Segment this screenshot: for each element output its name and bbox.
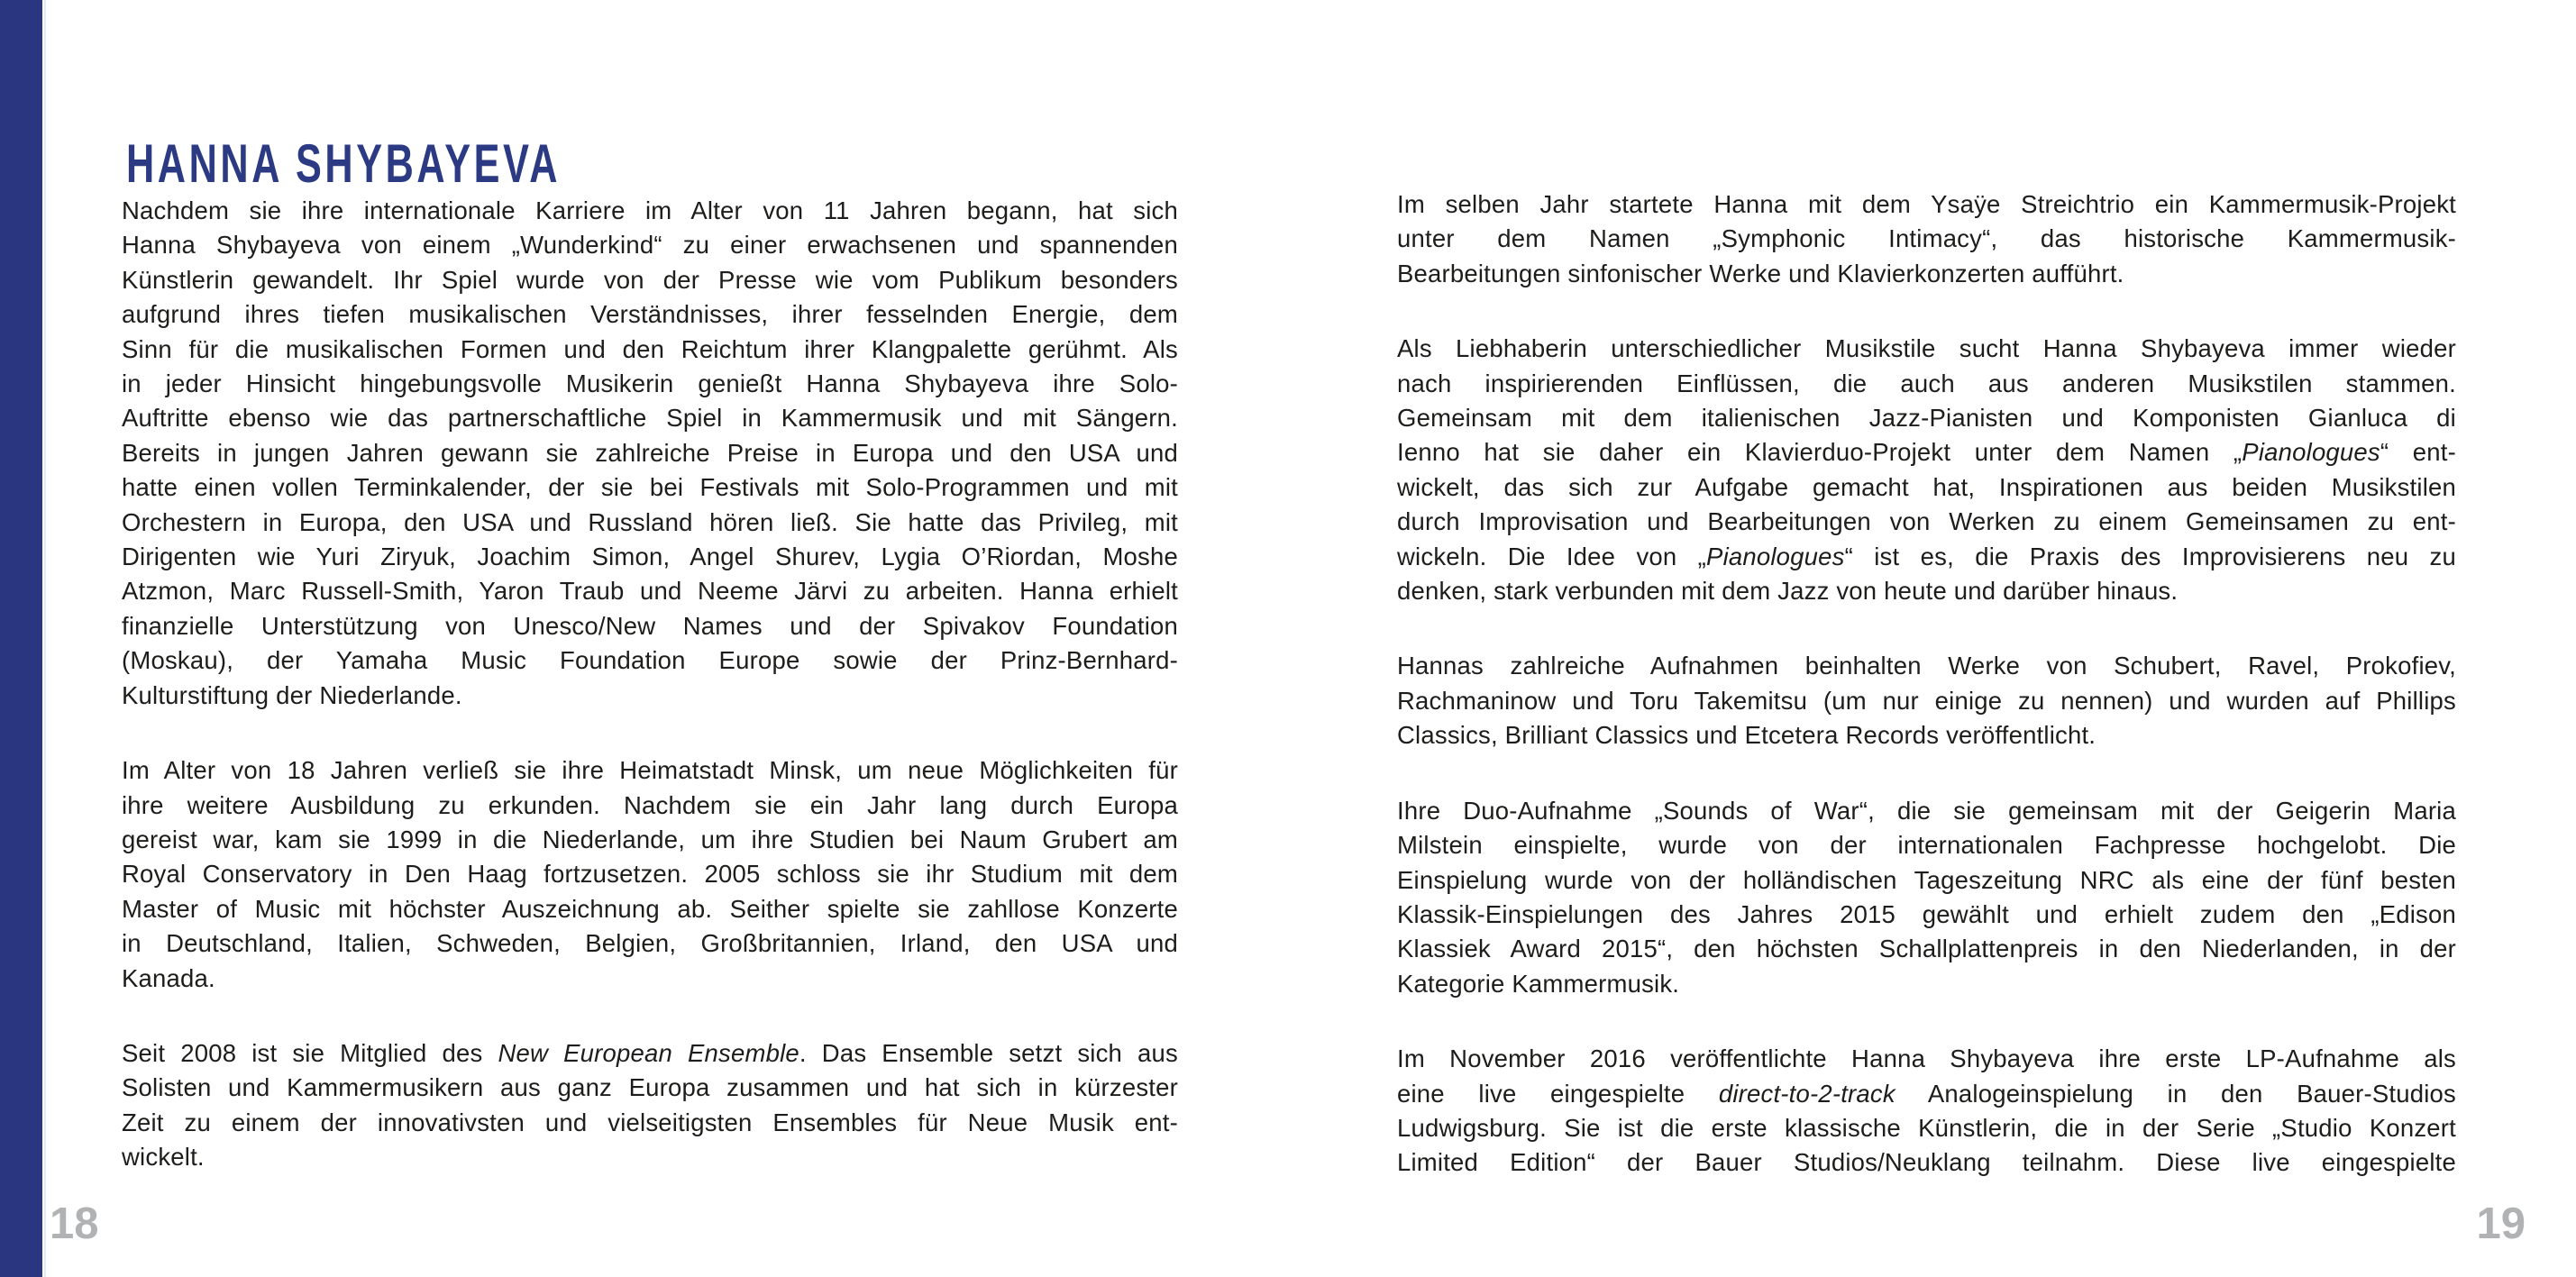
text-run: Kategorie Kammermusik. <box>1397 969 1680 998</box>
text-run: Orchestern in Europa, den USA und Russland hören ließ. Sie hatte das Privileg, mit <box>122 507 1178 536</box>
text-line <box>122 436 1178 470</box>
paragraph <box>122 1036 1178 1175</box>
paragraph <box>1397 649 2456 753</box>
text-line <box>122 297 1178 332</box>
text-line <box>1397 574 2456 608</box>
text-line <box>122 962 1178 996</box>
text-line <box>1397 1077 2456 1111</box>
text-run: Milstein einspielte, wurde von der internationalen Fachpresse hochgelobt. Die <box>1397 831 2456 860</box>
text-line <box>1397 222 2456 256</box>
paragraph <box>1397 187 2456 291</box>
text-run: ihre weitere Ausbildung zu erkunden. Nachdem sie ein Jahr lang durch Europa <box>122 790 1178 819</box>
text-line <box>1397 1111 2456 1145</box>
text-run: Künstlerin gewandelt. Ihr Spiel wurde von der Presse wie vom Publikum besonders <box>122 265 1178 294</box>
text-line <box>122 367 1178 401</box>
text-line <box>122 643 1178 678</box>
text-line <box>122 679 1178 713</box>
text-run: Kulturstiftung der Niederlande. <box>122 680 462 709</box>
left-accent-bar <box>0 0 42 1277</box>
text-run: Als Liebhaberin unterschiedlicher Musikstile sucht Hanna Shybayeva immer wieder <box>1397 334 2456 363</box>
text-run: “ ent- <box>2380 438 2456 467</box>
text-run: Rachmaninow und Toru Takemitsu (um nur einige zu nennen) und wurden auf Phillips <box>1397 686 2456 715</box>
text-run: Im November 2016 veröffentlichte Hanna Shybayeva ihre erste LP-Aufnahme als <box>1397 1044 2456 1073</box>
text-run: Seit 2008 ist sie Mitglied des <box>122 1038 498 1067</box>
text-line <box>122 892 1178 926</box>
text-run: wickelt, das sich zur Aufgabe gemacht hat, Inspirationen aus beiden Musikstilen <box>1397 472 2456 501</box>
text-run: Nachdem sie ihre internationale Karriere im Alter von 11 Jahren begann, hat sich <box>122 196 1178 224</box>
text-run: Analogeinspielung in den Bauer-Studios <box>1895 1079 2456 1108</box>
text-run: durch Improvisation und Bearbeitungen von Werken zu einem Gemeinsamen zu ent- <box>1397 507 2456 536</box>
paragraph <box>1397 332 2456 608</box>
text-line <box>1397 367 2456 401</box>
text-run: Ienno hat sie daher ein Klavierduo-Projekt unter dem Namen „ <box>1397 438 2243 467</box>
text-run: Classics, Brilliant Classics und Etcetera Records veröffentlicht. <box>1397 721 2096 750</box>
text-run: Pianologues <box>2242 438 2380 467</box>
text-run: wickelt. <box>122 1143 205 1172</box>
text-run: Klassiek Award 2015“, den höchsten Schallplattenpreis in den Niederlanden, in der <box>1397 935 2456 963</box>
text-line <box>122 228 1178 262</box>
text-run: unter dem Namen „Symphonic Intimacy“, das historische Kammermusik- <box>1397 224 2456 253</box>
text-run: Hanna Shybayeva von einem „Wunderkind“ zu einer erwachsenen und spannenden <box>122 231 1178 260</box>
text-line <box>122 401 1178 435</box>
text-line <box>122 574 1178 608</box>
text-run: in jeder Hinsicht hingebungsvolle Musikerin genießt Hanna Shybayeva ihre Solo- <box>122 369 1178 398</box>
text-run: Zeit zu einem der innovativsten und vielseitigsten Ensembles für Neue Musik ent- <box>122 1108 1178 1136</box>
text-line <box>122 609 1178 643</box>
text-run: in Deutschland, Italien, Schweden, Belgien, Großbritannien, Irland, den USA und <box>122 929 1178 958</box>
left-accent-bar-edge <box>44 0 46 1277</box>
text-run: Auftritte ebenso wie das partnerschaftliche Spiel in Kammermusik und mit Sängern. <box>122 404 1178 433</box>
text-line <box>122 470 1178 505</box>
text-line <box>1397 505 2456 539</box>
text-run: Kanada. <box>122 963 215 992</box>
text-run: . Das Ensemble setzt sich aus <box>799 1038 1178 1067</box>
text-line <box>122 753 1178 788</box>
text-line <box>1397 684 2456 718</box>
text-line <box>1397 1145 2456 1180</box>
text-run: New European Ensemble <box>498 1038 799 1067</box>
text-line <box>1397 649 2456 683</box>
text-run: Klassik-Einspielungen des Jahres 2015 gewählt und erhielt zudem den „Edison <box>1397 899 2456 928</box>
text-run: nach inspirierenden Einflüssen, die auch aus anderen Musikstilen stammen. <box>1397 369 2456 397</box>
text-run: Sinn für die musikalischen Formen und den Reichtum ihrer Klangpalette gerühmt. Als <box>122 334 1178 363</box>
text-run: “ ist es, die Praxis des Improvisierens neu zu <box>1844 542 2456 570</box>
text-run: Ludwigsburg. Sie ist die erste klassische Künstlerin, die in der Serie „Studio Konzert <box>1397 1113 2456 1142</box>
text-run: eine live eingespielte <box>1397 1079 1719 1108</box>
text-line <box>122 789 1178 823</box>
text-line <box>122 1036 1178 1071</box>
left-page-text-column <box>122 194 1178 1175</box>
text-line <box>122 506 1178 540</box>
text-run: gereist war, kam sie 1999 in die Niederlande, um ihre Studien bei Naum Grubert am <box>122 825 1178 853</box>
paragraph <box>122 194 1178 713</box>
text-line <box>1397 794 2456 828</box>
text-line <box>122 1071 1178 1105</box>
text-run: Bearbeitungen sinfonischer Werke und Klavierkonzerten aufführt. <box>1397 259 2124 287</box>
text-run: direct-to-2-track <box>1718 1079 1895 1108</box>
text-line <box>1397 967 2456 1001</box>
text-line <box>1397 435 2456 470</box>
text-line <box>122 263 1178 297</box>
text-line <box>122 194 1178 228</box>
page-number-right: 19 <box>2476 1199 2526 1248</box>
page-number-left: 18 <box>50 1199 99 1248</box>
page-title: HANNA SHYBAYEVA <box>126 133 562 195</box>
text-line <box>122 540 1178 574</box>
text-line <box>1397 828 2456 862</box>
text-line <box>1397 332 2456 366</box>
text-line <box>1397 718 2456 753</box>
text-line <box>122 1140 1178 1174</box>
text-line <box>122 1106 1178 1140</box>
text-line <box>1397 401 2456 435</box>
text-run: Bereits in jungen Jahren gewann sie zahlreiche Preise in Europa und den USA und <box>122 438 1178 467</box>
text-run: Hannas zahlreiche Aufnahmen beinhalten Werke von Schubert, Ravel, Prokofiev, <box>1397 652 2456 680</box>
text-run: Einspielung wurde von der holländischen Tageszeitung NRC als eine der fünf besten <box>1397 865 2456 894</box>
text-run: hatte einen vollen Terminkalender, der sie bei Festivals mit Solo-Programmen und mit <box>122 473 1178 502</box>
text-run: Limited Edition“ der Bauer Studios/Neuklang teilnahm. Diese live eingespielte <box>1397 1148 2456 1177</box>
text-line <box>1397 932 2456 966</box>
paragraph <box>1397 1042 2456 1181</box>
text-run: Master of Music mit höchster Auszeichnung ab. Seither spielte sie zahllose Konzerte <box>122 894 1178 923</box>
text-line <box>1397 257 2456 291</box>
text-run: Im Alter von 18 Jahren verließ sie ihre Heimatstadt Minsk, um neue Möglichkeiten für <box>122 756 1178 785</box>
text-run: finanzielle Unterstützung von Unesco/New Names und der Spivakov Foundation <box>122 611 1178 640</box>
text-run: Im selben Jahr startete Hanna mit dem Ysaÿe Streichtrio ein Kammermusik-Projekt <box>1397 190 2456 218</box>
right-page-text-column <box>1397 187 2456 1181</box>
text-run: Atzmon, Marc Russell-Smith, Yaron Traub und Neeme Järvi zu arbeiten. Hanna erhielt <box>122 577 1178 606</box>
text-run: wickeln. Die Idee von „ <box>1397 542 1707 570</box>
paragraph <box>1397 794 2456 1001</box>
text-run: (Moskau), der Yamaha Music Foundation Europe sowie der Prinz-Bernhard- <box>122 646 1178 675</box>
text-line <box>1397 1042 2456 1076</box>
text-line <box>1397 187 2456 222</box>
text-line <box>122 823 1178 857</box>
text-line <box>122 926 1178 961</box>
text-line <box>1397 470 2456 505</box>
text-run: denken, stark verbunden mit dem Jazz von heute und darüber hinaus. <box>1397 577 2179 606</box>
text-run: Pianologues <box>1706 542 1845 570</box>
text-run: Solisten und Kammermusikern aus ganz Europa zusammen und hat sich in kürzester <box>122 1073 1178 1102</box>
text-run: Ihre Duo-Aufnahme „Sounds of War“, die sie gemeinsam mit der Geigerin Maria <box>1397 796 2456 825</box>
text-line <box>122 333 1178 367</box>
text-run: Dirigenten wie Yuri Ziryuk, Joachim Simon, Angel Shurev, Lygia O’Riordan, Moshe <box>122 543 1178 571</box>
text-run: aufgrund ihres tiefen musikalischen Verständnisses, ihrer fesselnden Energie, dem <box>122 300 1178 329</box>
text-run: Gemeinsam mit dem italienischen Jazz-Pianisten und Komponisten Gianluca di <box>1397 404 2456 433</box>
text-line <box>1397 540 2456 574</box>
text-line <box>122 857 1178 891</box>
text-run: Royal Conservatory in Den Haag fortzusetzen. 2005 schloss sie ihr Studium mit dem <box>122 860 1178 889</box>
text-line <box>1397 898 2456 932</box>
text-line <box>1397 863 2456 898</box>
paragraph <box>122 753 1178 996</box>
